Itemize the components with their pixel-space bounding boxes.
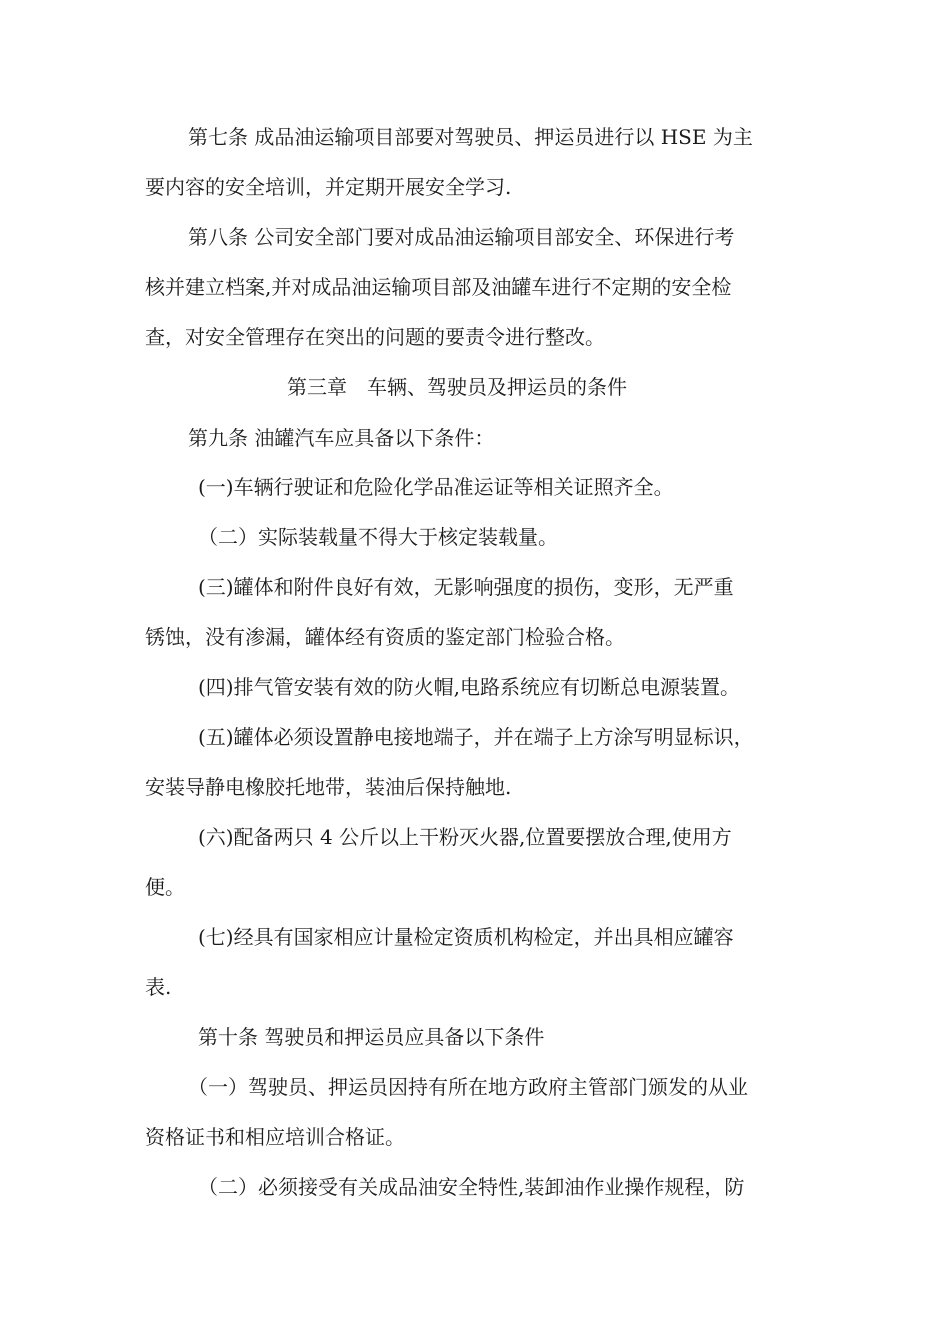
article-10-line-1: 第十条 驾驶员和押运员应具备以下条件: [198, 1025, 545, 1049]
article-8-line-2: 核并建立档案,并对成品油运输项目部及油罐车进行不定期的安全检: [145, 275, 732, 299]
article-9-item-2: （二）实际装载量不得大于核定装载量。: [198, 525, 558, 549]
article-9-item-7-line-1: (七)经具有国家相应计量检定资质机构检定，并出具相应罐容: [198, 925, 734, 949]
article-9-line-1: 第九条 油罐汽车应具备以下条件：: [188, 426, 495, 450]
chapter-3-heading: 第三章 车辆、驾驶员及押运员的条件: [287, 375, 627, 399]
article-9-item-4: (四)排气管安装有效的防火帽,电路系统应有切断总电源装置。: [198, 675, 740, 699]
article-9-item-5-line-2: 安装导静电橡胶托地带，装油后保持触地.: [145, 775, 512, 799]
article-9-item-6-line-1: (六)配备两只 4 公斤以上干粉灭火器,位置要摆放合理,使用方: [198, 825, 732, 849]
article-10-item-2-line-1: （二）必须接受有关成品油安全特性,装卸油作业操作规程，防: [198, 1175, 745, 1199]
article-8-line-1: 第八条 公司安全部门要对成品油运输项目部安全、环保进行考: [188, 225, 735, 249]
article-7-line-1: 第七条 成品油运输项目部要对驾驶员、押运员进行以 HSE 为主: [188, 125, 753, 149]
article-10-item-1-line-1: （一）驾驶员、押运员因持有所在地方政府主管部门颁发的从业: [188, 1075, 748, 1099]
article-8-line-3: 查，对安全管理存在突出的问题的要责令进行整改。: [145, 325, 605, 349]
article-9-item-7-line-2: 表.: [145, 975, 172, 999]
article-9-item-6-line-2: 便。: [145, 875, 185, 899]
article-9-item-3-line-2: 锈蚀，没有渗漏，罐体经有资质的鉴定部门检验合格。: [145, 625, 625, 649]
article-10-item-1-line-2: 资格证书和相应培训合格证。: [145, 1125, 405, 1149]
article-7-line-2: 要内容的安全培训，并定期开展安全学习.: [145, 175, 512, 199]
article-9-item-3-line-1: (三)罐体和附件良好有效，无影响强度的损伤，变形，无严重: [198, 575, 734, 599]
article-9-item-5-line-1: (五)罐体必须设置静电接地端子，并在端子上方涂写明显标识，: [198, 725, 754, 749]
article-9-item-1: (一)车辆行驶证和危险化学品准运证等相关证照齐全。: [198, 475, 674, 499]
